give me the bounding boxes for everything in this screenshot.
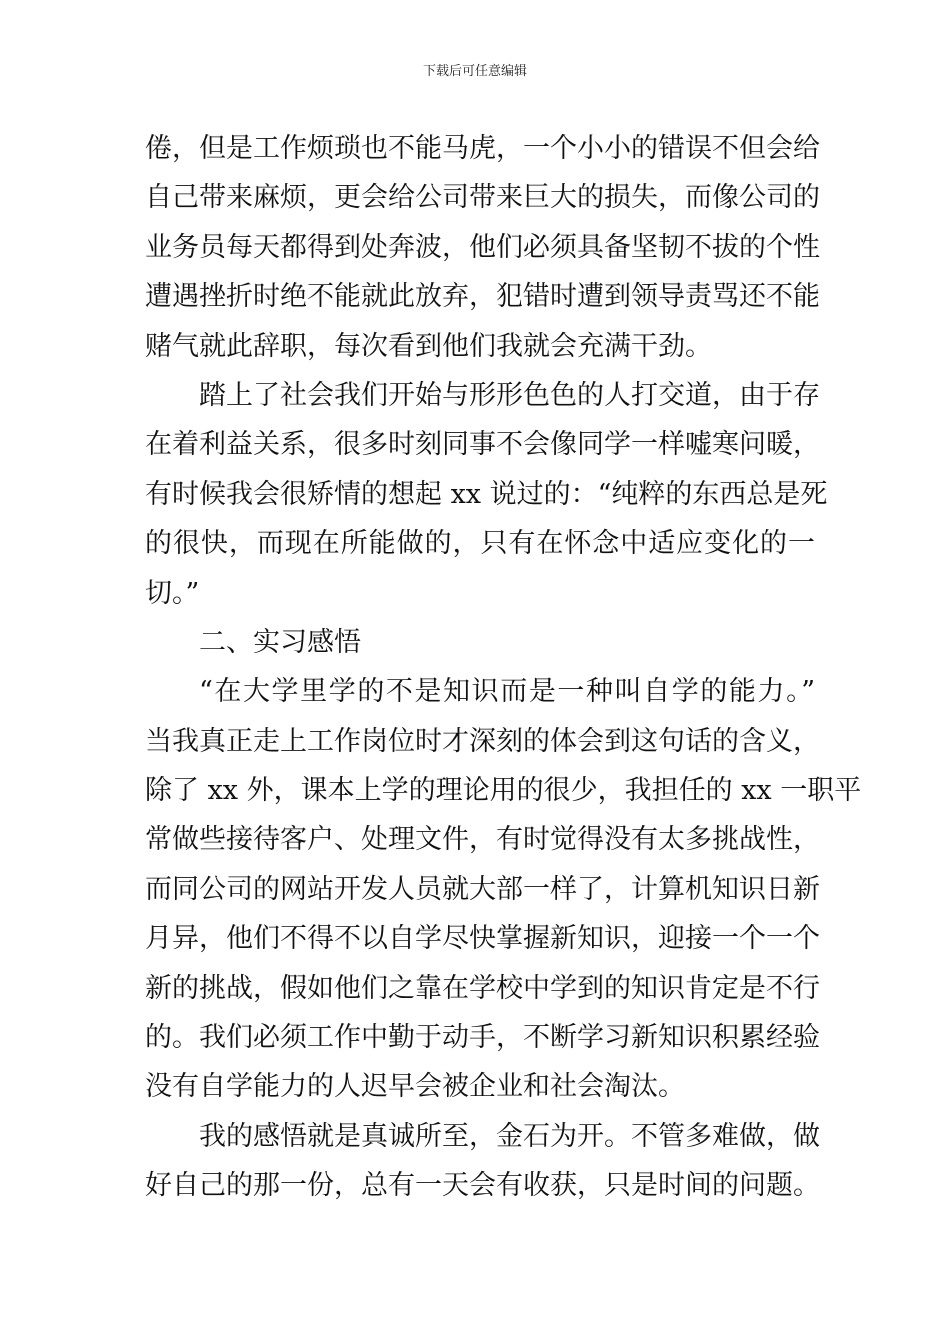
text-line: 踏上了社会我们开始与形形色色的人打交道，由于存	[199, 379, 820, 411]
text-line: 有时候我会很矫情的想起 xx 说过的：“纯粹的东西总是死	[145, 478, 828, 510]
text-line: 没有自学能力的人迟早会被企业和社会淘汰。	[145, 1071, 685, 1103]
text-line: 业务员每天都得到处奔波，他们必须具备坚韧不拔的个性	[145, 231, 820, 263]
text-line: 的很快，而现在所能做的，只有在怀念中适应变化的一	[145, 528, 815, 560]
text-line: 新的挑战，假如他们之靠在学校中学到的知识肯定是不行	[145, 972, 820, 1004]
text-line: “在大学里学的不是知识而是一种叫自学的能力。”	[199, 676, 815, 708]
text-line: 好自己的那一份，总有一天会有收获，只是时间的问题。	[145, 1170, 820, 1202]
document-body	[145, 124, 862, 1211]
page-header: 下载后可任意编辑	[422, 64, 527, 79]
text-line: 常做些接待客户、处理文件，有时觉得没有太多挑战性，	[145, 824, 820, 856]
text-line: 除了 xx 外，课本上学的理论用的很少，我担任的 xx 一职平	[145, 775, 862, 807]
text-line: 自己带来麻烦，更会给公司带来巨大的损失，而像公司的	[145, 182, 820, 214]
text-line: 倦，但是工作烦琐也不能马虎，一个小小的错误不但会给	[145, 133, 820, 164]
text-line: 当我真正走上工作岗位时才深刻的体会到这句话的含义，	[145, 725, 820, 757]
text-line: 二、实习感悟	[199, 626, 361, 658]
text-line: 月异，他们不得不以自学尽快掌握新知识，迎接一个一个	[145, 923, 820, 955]
text-line: 的。我们必须工作中勤于动手，不断学习新知识积累经验	[145, 1022, 820, 1054]
text-line: 而同公司的网站开发人员就大部一样了，计算机知识日新	[145, 873, 820, 905]
text-line: 遭遇挫折时绝不能就此放弃，犯错时遭到领导责骂还不能	[145, 281, 820, 313]
text-line: 切。”	[145, 577, 200, 609]
text-line: 我的感悟就是真诚所至，金石为开。不管多难做，做	[199, 1120, 820, 1152]
text-line: 赌气就此辞职，每次看到他们我就会充满干劲。	[145, 330, 712, 362]
text-line: 在着利益关系，很多时刻同事不会像同学一样嘘寒问暖，	[145, 429, 820, 461]
